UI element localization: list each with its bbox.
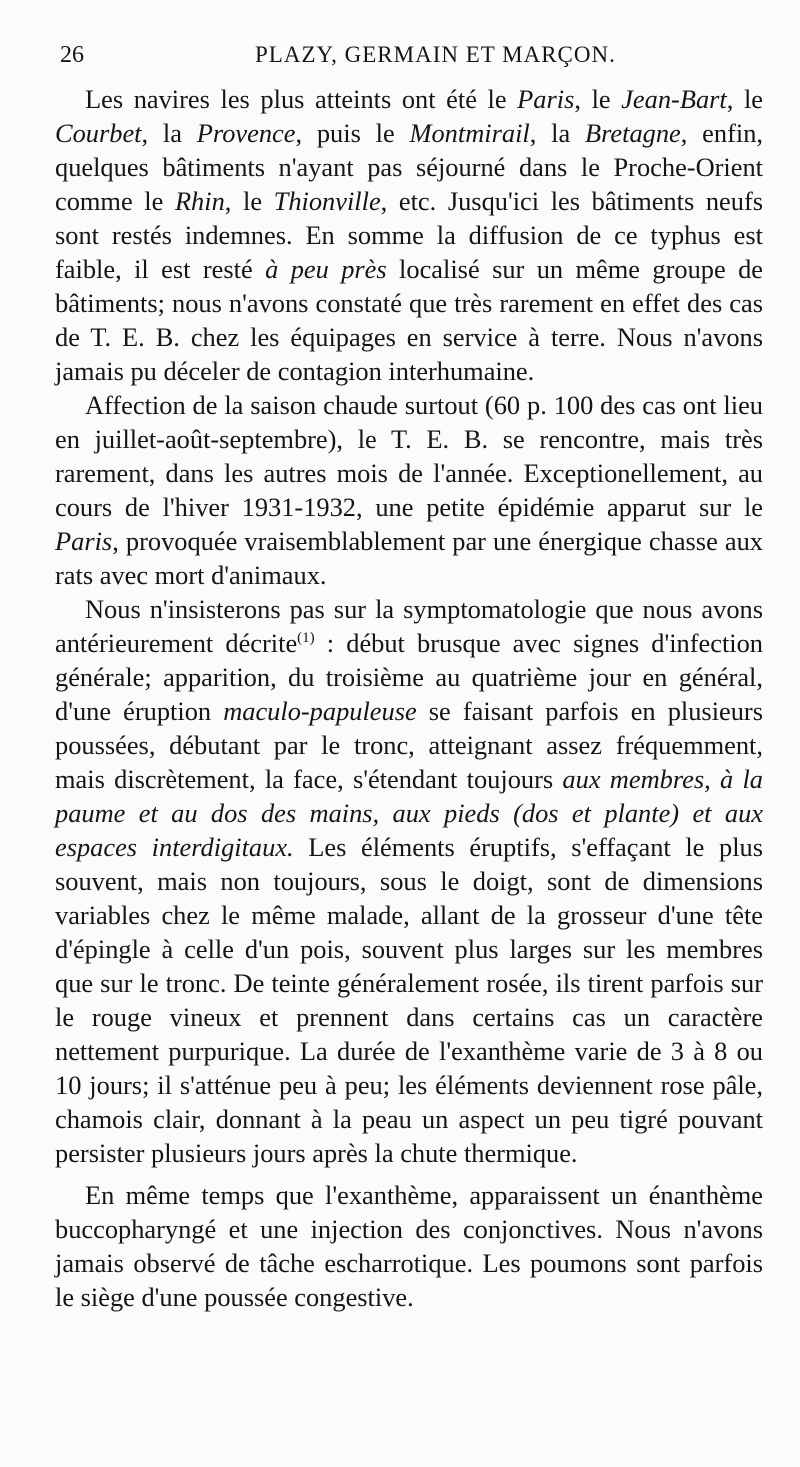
text-run: , la bbox=[141, 118, 197, 148]
text-run: Les navires les plus atteints ont été le bbox=[85, 84, 518, 114]
text-run: , etc. Jusqu'ici les bâtiments neufs sont restés indemnes. En somme la diffusion de ce typhus est faible, il est resté bbox=[55, 186, 763, 284]
text-run: se faisant parfois en plusieurs poussées, débutant par le tronc, atteignant assez fréquemment, mais discrètement, la face, s'étendant toujours bbox=[55, 696, 763, 794]
text-run: , le bbox=[574, 84, 622, 114]
emphasis: à peu près bbox=[265, 254, 387, 284]
text-run: , puis le bbox=[295, 118, 410, 148]
paragraph-1 bbox=[55, 82, 763, 388]
text-run: , le bbox=[224, 186, 274, 216]
text-run: , provoquée vraisemblablement par une énergique chasse aux rats avec mort d'animaux. bbox=[55, 526, 763, 590]
ship-name: Provence bbox=[196, 118, 296, 148]
paragraph-2 bbox=[55, 388, 763, 592]
ship-name: Montmirail bbox=[409, 118, 530, 148]
running-head: PLAZY, GERMAIN ET MARÇON. bbox=[255, 42, 616, 67]
paragraph-3 bbox=[55, 592, 763, 1170]
text-run: Affection de la saison chaude surtout (60 p. 100 des cas ont lieu en juillet-août-septembre), le T. E. B. se rencontre, mais très rarement, dans les autres mois de l'année. Exceptionellement, au cours de l'hiver 1931-1932, une petite épidémie apparut sur le bbox=[55, 390, 763, 522]
text-run: En même temps que l'exanthème, apparaissent un énanthème buccopharyngé et une injection des conjonctives. Nous n'avons jamais observé de tâche escharrotique. Les poumons sont parfois le siège d'une poussée congestive. bbox=[55, 1180, 763, 1312]
page-number: 26 bbox=[60, 42, 84, 68]
ship-name: Bretagne bbox=[585, 118, 681, 148]
text-run: Les éléments éruptifs, s'effaçant le plus souvent, mais non toujours, sous le doigt, sont de dimensions variables chez le même malade, allant de la grosseur d'une tête d'épingle à celle d'un pois, souvent plus larges sur les membres que sur le tronc. De teinte généralement rosée, ils tirent parfois sur le rouge vineux et prennent dans certains cas un caractère nettement purpurique. La durée de l'exanthème varie de 3 à 8 ou 10 jours; il s'atténue peu à peu; les éléments deviennent rose pâle, chamois clair, donnant à la peau un aspect un peu tigré pouvant persister plusieurs jours après la chute thermique. bbox=[55, 832, 763, 1168]
text-run: , enfin, quelques bâtiments n'ayant pas séjourné dans le Proche-Orient comme le bbox=[55, 118, 763, 216]
text-run: localisé sur un même groupe de bâtiments; nous n'avons constaté que très rarement en effet des cas de T. E. B. chez les équipages en service à terre. Nous n'avons jamais pu déceler de contagion interhumaine. bbox=[55, 254, 763, 386]
page-header bbox=[60, 42, 760, 82]
text-run: Nous n'insisterons pas sur la symptomatologie que nous avons antérieurement décrite bbox=[55, 594, 763, 658]
emphasis: maculo-papuleuse bbox=[223, 696, 417, 726]
footnote-reference: (1) bbox=[297, 630, 315, 647]
text-run: , le bbox=[726, 84, 763, 114]
ship-name: Thionville bbox=[273, 186, 381, 216]
body-text bbox=[55, 82, 763, 1314]
ship-name: Jean-Bart bbox=[621, 84, 727, 114]
paragraph-4 bbox=[55, 1178, 763, 1314]
ship-name: Paris bbox=[517, 84, 575, 114]
emphasis: aux membres, à la paume et au dos des mains, aux pieds (dos et plante) et aux espaces interdigitaux. bbox=[55, 764, 763, 862]
ship-name: Rhin bbox=[174, 186, 225, 216]
text-run: : début brusque avec signes d'infection générale; apparition, du troisième au quatrième jour en général, d'une éruption bbox=[55, 628, 763, 726]
ship-name: Courbet bbox=[55, 118, 142, 148]
text-run: , la bbox=[529, 118, 585, 148]
ship-name: Paris bbox=[55, 526, 113, 556]
